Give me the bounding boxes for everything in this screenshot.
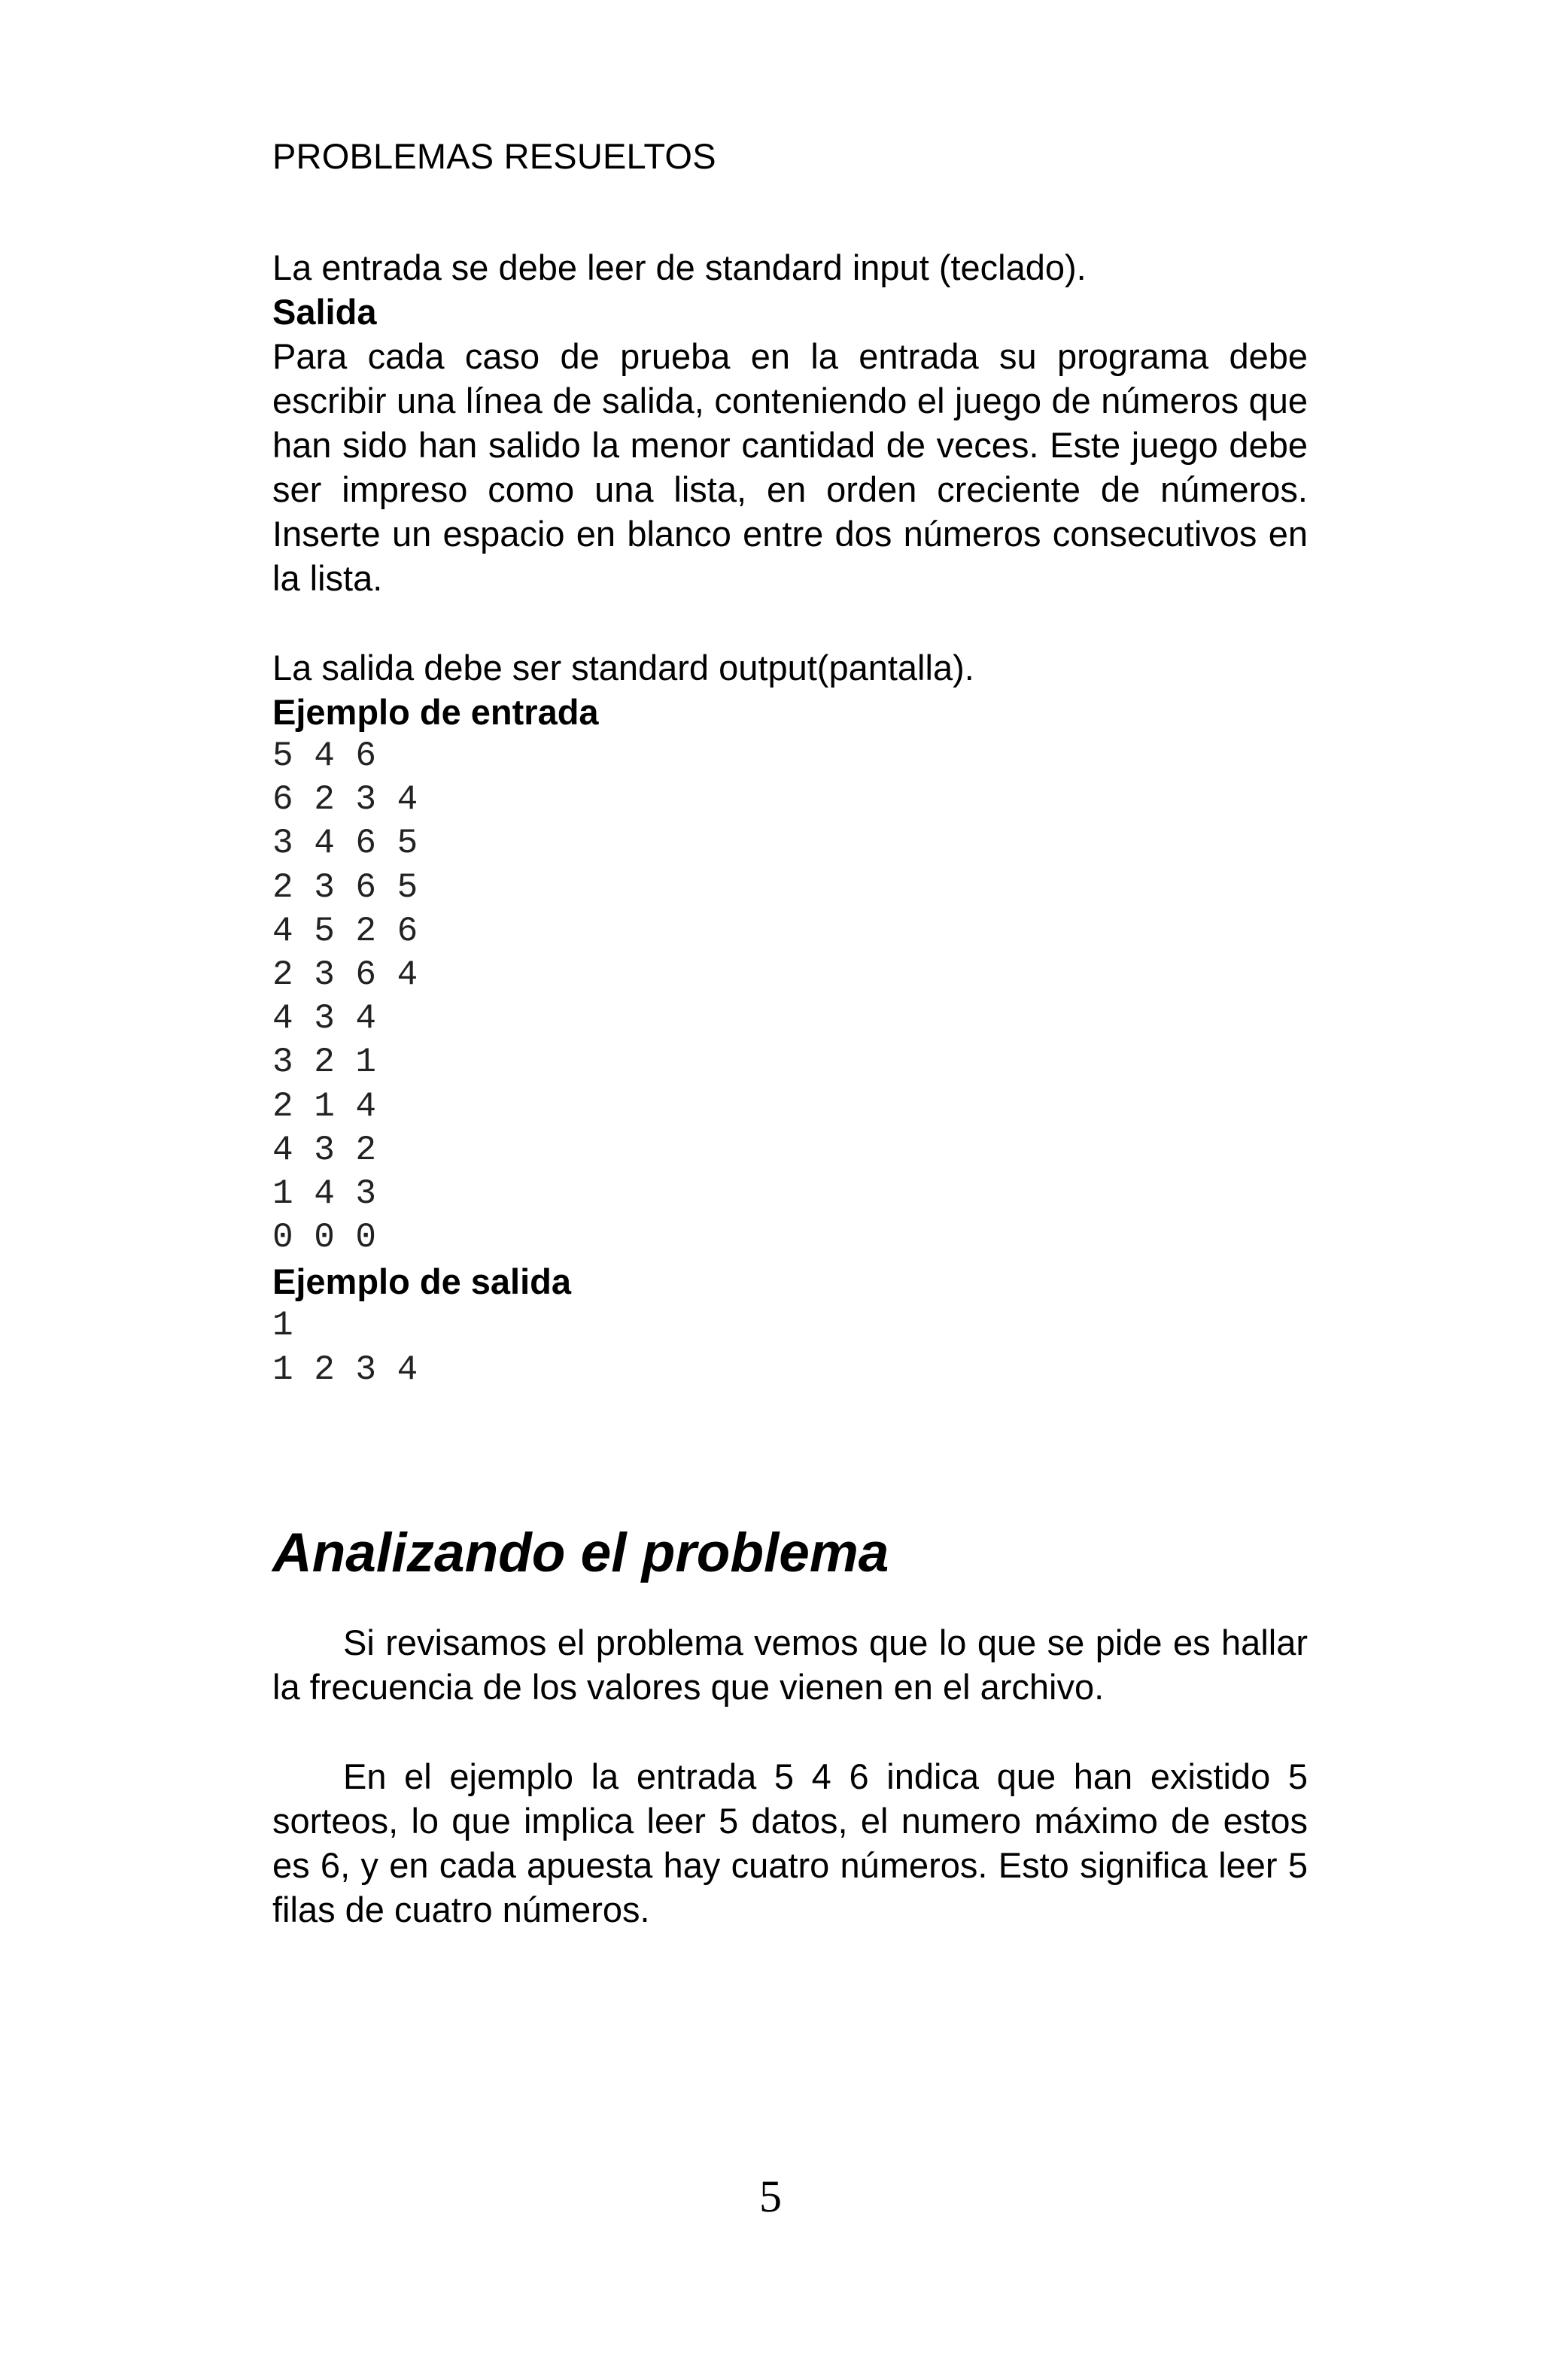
sample-input-line: 3 2 1 — [272, 1043, 377, 1082]
sample-input-line: 4 5 2 6 — [272, 911, 418, 951]
sample-input-line: 4 3 4 — [272, 999, 377, 1039]
sample-input-line: 5 4 6 — [272, 736, 377, 776]
analysis-paragraph: En el ejemplo la entrada 5 4 6 indica que han existido 5 sorteos, lo que implica leer 5 datos, el numero máximo de estos es 6, y en cada apuesta hay cuatro números. Esto significa leer 5 filas de cuatro números. — [272, 1756, 1308, 1929]
sample-output-heading: Ejemplo de salida — [272, 1261, 572, 1302]
page-number: 5 — [759, 2172, 782, 2221]
output-heading: Salida — [272, 292, 377, 332]
input-note: La entrada se debe leer de standard input (teclado). — [272, 247, 1087, 287]
sample-input-line: 1 4 3 — [272, 1174, 377, 1214]
sample-output-block — [272, 1304, 1308, 1391]
output-description: Para cada caso de prueba en la entrada su programa debe escribir una línea de salida, conteniendo el juego de números que han sido han salido la menor cantidad de veces. Este juego debe ser impreso como una lista, en orden creciente de números. Inserte un espacio en blanco entre dos números consecutivos en la lista. — [272, 336, 1308, 598]
output-note: La salida debe ser standard output(pantalla). — [272, 648, 974, 688]
analysis-paragraph: Si revisamos el problema vemos que lo que se pide es hallar la frecuencia de los valores que vienen en el archivo. — [272, 1622, 1308, 1707]
sample-input-line: 2 3 6 5 — [272, 867, 418, 907]
running-header: PROBLEMAS RESUELTOS — [272, 136, 716, 176]
sample-input-line: 2 1 4 — [272, 1086, 377, 1126]
sample-input-block — [272, 734, 1308, 1259]
page-content — [272, 134, 1308, 1932]
sample-input-line: 3 4 6 5 — [272, 824, 418, 864]
analysis-title: Analizando el problema — [272, 1522, 889, 1583]
sample-output-line: 1 2 3 4 — [272, 1349, 418, 1389]
sample-input-line: 0 0 0 — [272, 1218, 377, 1258]
sample-input-line: 4 3 2 — [272, 1130, 377, 1170]
sample-input-heading: Ejemplo de entrada — [272, 692, 599, 732]
sample-output-line: 1 — [272, 1306, 293, 1346]
sample-input-line: 2 3 6 4 — [272, 955, 418, 995]
sample-input-line: 6 2 3 4 — [272, 780, 418, 820]
